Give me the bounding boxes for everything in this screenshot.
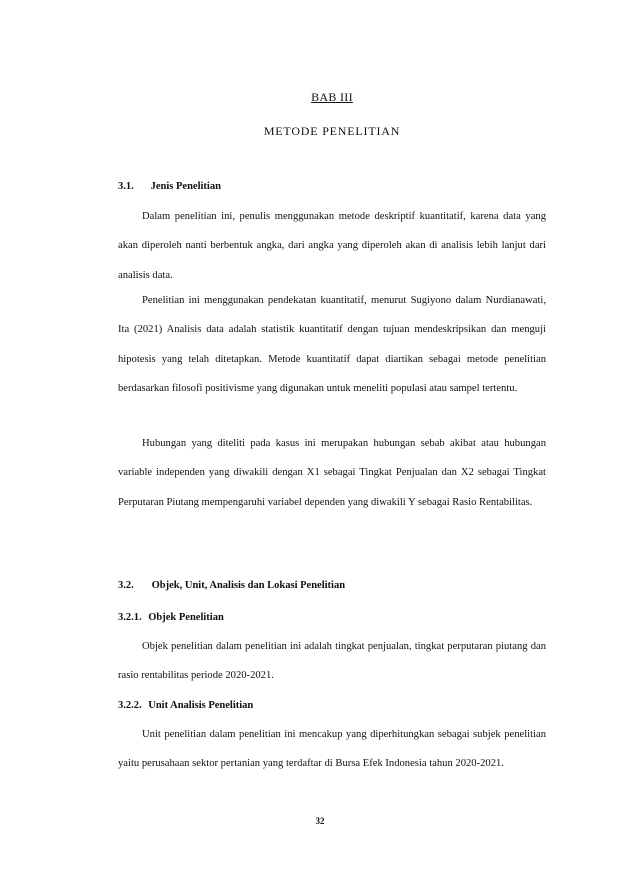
paragraph: Dalam penelitian ini, penulis menggunakan metode deskriptif kuantitatif, karena data yang akan diperoleh nanti berbentuk angka, dari angka yang diperoleh akan di analisis lebih lanjut dari analisis data. xyxy=(118,211,546,281)
subsection-heading-3-2-2 xyxy=(118,700,546,711)
section-heading-3-2 xyxy=(118,580,546,591)
paragraph: Hubungan yang diteliti pada kasus ini merupakan hubungan sebab akibat atau hubungan variable independen yang diwakili dengan X1 sebagai Tingkat Penjualan dan X2 sebagai Tingkat Perputaran Piutang mempengaruhi variabel dependen yang diwakili Y sebagai Rasio Rentabilitas. xyxy=(118,438,546,508)
subsection-title: Unit Analisis Penelitian xyxy=(148,700,254,711)
section-title: Jenis Penelitian xyxy=(150,181,221,192)
section-heading-3-1 xyxy=(118,181,546,192)
chapter-label: BAB III xyxy=(311,90,353,104)
section-number: 3.2. xyxy=(118,580,134,591)
paragraph: Objek penelitian dalam penelitian ini adalah tingkat penjualan, tingkat perputaran piutang dan rasio rentabilitas periode 2020-2021. xyxy=(118,641,546,682)
subsection-title: Objek Penelitian xyxy=(148,612,224,623)
subsection-heading-3-2-1 xyxy=(118,612,546,623)
subsection-number: 3.2.2. xyxy=(118,700,142,711)
section-title: Objek, Unit, Analisis dan Lokasi Penelitian xyxy=(151,580,346,591)
chapter-title: METODE PENELITIAN xyxy=(263,124,401,138)
page-number: 32 xyxy=(315,816,325,826)
section-number: 3.1. xyxy=(118,181,134,192)
subsection-number: 3.2.1. xyxy=(118,612,142,623)
paragraph: Unit penelitian dalam penelitian ini mencakup yang diperhitungkan sebagai subjek penelitian yaitu perusahaan sektor pertanian yang terdaftar di Bursa Efek Indonesia tahun 2020-2021. xyxy=(118,729,546,770)
paragraph: Penelitian ini menggunakan pendekatan kuantitatif, menurut Sugiyono dalam Nurdianawati, Ita (2021) Analisis data adalah statistik kuantitatif dengan tujuan mendeskripsikan dan menguji hipotesis yang telah ditetapkan. Metode kuantitatif dapat diartikan sebagai metode penelitian berdasarkan filosofi positivisme yang digunakan untuk meneliti populasi atau sampel tertentu. xyxy=(118,295,546,395)
